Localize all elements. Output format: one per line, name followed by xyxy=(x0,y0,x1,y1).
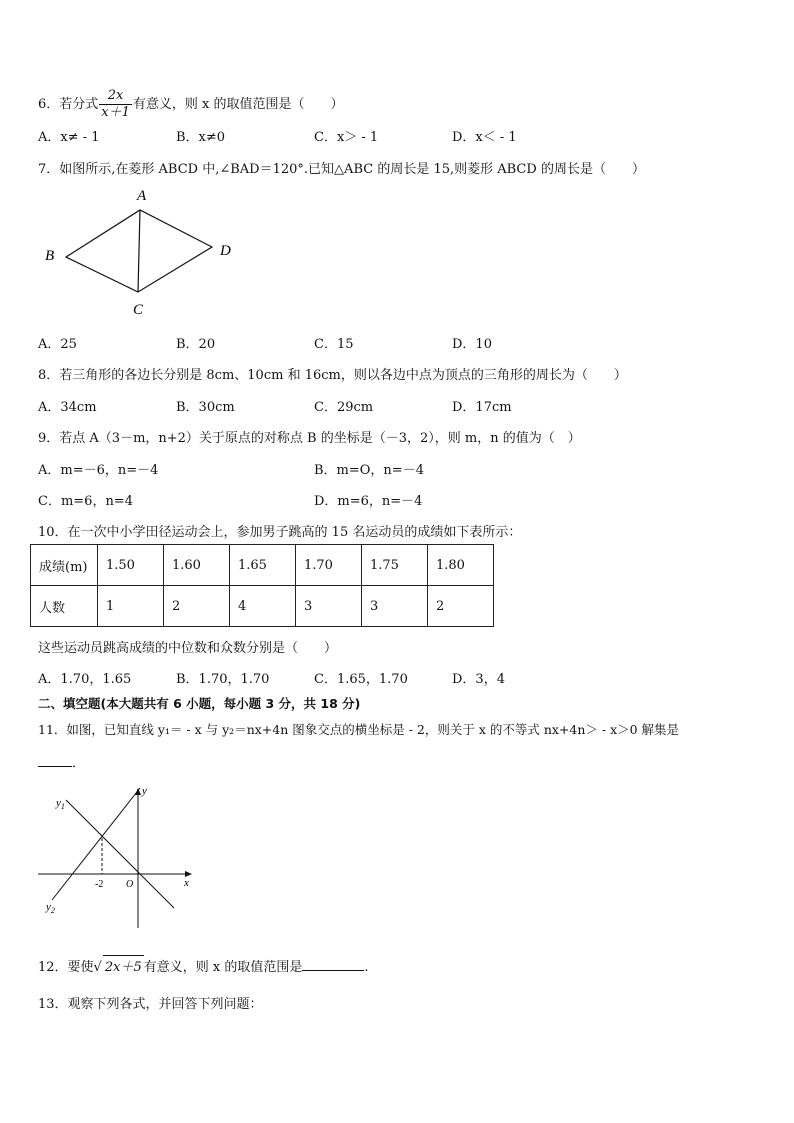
x-axis-label: x xyxy=(184,877,189,889)
table-cell: 1.70 xyxy=(296,545,362,586)
q12-prefix: 12．要使 xyxy=(38,960,94,975)
question-8: 8．若三角形的各边长分别是 8cm、10cm 和 16cm，则以各边中点为顶点的三角形的周长为（ ） xyxy=(38,368,627,383)
q7-option-c: C．15 xyxy=(314,337,354,352)
q6-fraction-numerator: 2x xyxy=(99,88,132,105)
line-y1 xyxy=(66,800,174,908)
q10-followup: 这些运动员跳高成绩的中位数和众数分别是（ ） xyxy=(38,641,338,656)
table-cell: 1 xyxy=(98,586,164,627)
q6-option-b: B．x≠0 xyxy=(176,130,226,145)
table-row xyxy=(31,545,494,586)
section-heading: 二、填空题(本大题共有 6 小题，每小题 3 分，共 18 分) xyxy=(38,696,361,711)
table-cell: 人数 xyxy=(31,586,98,627)
diagonal-ac xyxy=(138,210,140,292)
table-cell: 1.65 xyxy=(230,545,296,586)
q10-option-a: A．1.70，1.65 xyxy=(38,672,132,687)
linear-graph xyxy=(36,782,206,932)
table-cell: 2 xyxy=(428,586,494,627)
q6-fraction xyxy=(99,88,132,121)
question-9: 9．若点 A（3－m，n+2）关于原点的对称点 B 的坐标是（－3，2），则 m，n 的值为（ ） xyxy=(38,431,581,446)
table-cell: 2 xyxy=(164,586,230,627)
question-12 xyxy=(38,955,368,975)
q10-option-d: D．3，4 xyxy=(452,672,505,687)
label-a: A xyxy=(137,188,147,204)
q10-option-b: B．1.70，1.70 xyxy=(176,672,270,687)
table-cell: 1.75 xyxy=(362,545,428,586)
table-cell: 3 xyxy=(296,586,362,627)
q12-radicand: 2x＋5 xyxy=(103,955,144,975)
q8-option-a: A．34cm xyxy=(38,400,97,415)
q8-option-b: B．30cm xyxy=(176,400,235,415)
label-d: D xyxy=(220,243,231,259)
question-10: 10．在一次中小学田径运动会上，参加男子跳高的 15 名运动员的成绩如下表所示： xyxy=(38,525,522,540)
tick-label: -2 xyxy=(95,879,104,890)
origin-label: O xyxy=(126,879,134,890)
table-row xyxy=(31,586,494,627)
q12-blank xyxy=(302,958,364,971)
q7-option-a: A．25 xyxy=(38,337,77,352)
y-axis-label: y xyxy=(142,785,147,797)
y2-label: $y_2$ xyxy=(46,901,55,915)
q6-option-c: C．x＞ - 1 xyxy=(314,130,379,145)
table-cell: 4 xyxy=(230,586,296,627)
q9-option-c: C．m=6，n=4 xyxy=(38,494,133,509)
q9-option-d: D．m=6，n=－4 xyxy=(314,494,423,509)
table-cell: 1.60 xyxy=(164,545,230,586)
q6-option-a: A．x≠ - 1 xyxy=(38,130,100,145)
table-cell: 成绩(m) xyxy=(31,545,98,586)
y1-label: $y_1$ xyxy=(56,797,65,811)
score-table xyxy=(30,544,494,627)
q6-option-d: D．x＜ - 1 xyxy=(452,130,517,145)
q6-suffix: 有意义，则 x 的取值范围是（ ） xyxy=(132,97,344,112)
q7-option-b: B．20 xyxy=(176,337,216,352)
q9-option-a: A．m=－6，n=－4 xyxy=(38,463,159,478)
table-cell: 1.50 xyxy=(98,545,164,586)
q6-prefix: 6．若分式 xyxy=(38,97,99,112)
label-c: C xyxy=(133,302,144,318)
q11-answer-line xyxy=(38,752,85,771)
q9-option-b: B．m=O，n=－4 xyxy=(314,463,424,478)
table-cell: 1.80 xyxy=(428,545,494,586)
q6-fraction-denominator: x＋1 xyxy=(101,105,130,120)
rhombus-diagram xyxy=(40,182,240,322)
q8-option-d: D．17cm xyxy=(452,400,512,415)
question-11: 11．如图，已知直线 y₁＝ - x 与 y₂＝nx+4n 图象交点的横坐标是 - 2，则关于 x 的不等式 nx+4n＞ - x＞0 解集是 xyxy=(38,722,680,737)
q8-option-c: C．29cm xyxy=(314,400,374,415)
label-b: B xyxy=(45,248,55,264)
q11-blank xyxy=(38,754,72,767)
q12-suffix: 有意义，则 x 的取值范围是 xyxy=(143,960,303,975)
q11-blank-end: ． xyxy=(72,756,86,771)
question-6 xyxy=(38,88,344,121)
question-13: 13．观察下列各式，并回答下列问题： xyxy=(38,997,263,1012)
q10-option-c: C．1.65，1.70 xyxy=(314,672,408,687)
question-7: 7．如图所示,在菱形 ABCD 中,∠BAD＝120°.已知△ABC 的周长是 15,则菱形 ABCD 的周长是（ ） xyxy=(38,162,645,177)
sqrt-sign: √ xyxy=(93,960,102,975)
q7-option-d: D．10 xyxy=(452,337,492,352)
table-cell: 3 xyxy=(362,586,428,627)
q12-end: . xyxy=(364,960,369,975)
